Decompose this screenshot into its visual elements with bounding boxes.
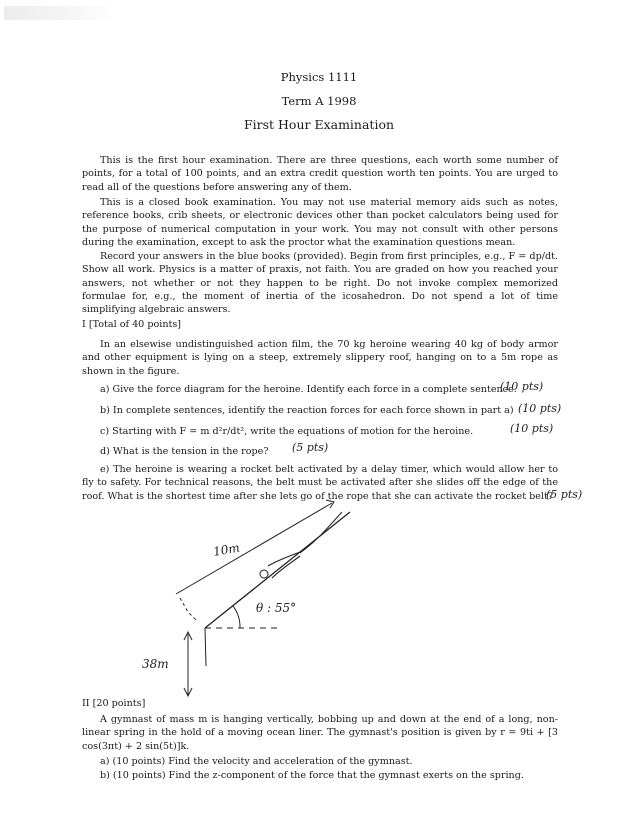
handwritten-points-b: (10 pts) (518, 402, 562, 415)
question-2-heading: II [20 points] (82, 698, 146, 709)
angle-label: θ : 55° (256, 601, 297, 615)
question-2b: b) (10 points) Find the z-component of the force that the gymnast exerts on the spring. (100, 770, 524, 781)
instructions-text-3: Record your answers in the blue books (provided). Begin from first principles, e.g., F = dp/dt. Show all work. Physics is a matter of praxis, not faith. You are graded on how you reached your answers, not whether or not they happen to be right. Do not invoke complex memorized formulae for, e.g., the moment of inertia of the icosahedron. Do not spend a lot of time simplifying algebraic answers. (82, 251, 558, 316)
handwritten-points-c: (10 pts) (510, 422, 554, 435)
angle-arc (233, 606, 240, 628)
instructions-text-2: This is a closed book examination. You may not use material memory aids such as notes, reference books, crib sheets, or electronic devices other than pocket calculators being used for the purpose of numerical computation in your work. You may not consult with other persons during the examination, except to ask the proctor what the examination questions mean. (82, 197, 558, 248)
instructions-text-1: This is the first hour examination. There are three questions, each worth some number of points, for a total of 100 points, and an extra credit question worth ten points. You are urged to read all of the questions before answering any of them. (82, 155, 558, 193)
handwritten-points-d: (5 pts) (292, 441, 329, 454)
term-label: Term A 1998 (281, 94, 357, 108)
course-title: Physics 1111 (280, 70, 358, 84)
handwritten-points-e: (5 pts) (546, 488, 583, 501)
exam-title: First Hour Examination (243, 117, 395, 132)
question-2a: a) (10 points) Find the velocity and acceleration of the gymnast. (100, 756, 413, 767)
question-1a: a) Give the force diagram for the heroine. Identify each force in a complete sentence. (100, 384, 517, 395)
height-label: 38m (142, 657, 169, 671)
question-2-intro (82, 713, 558, 753)
heroine-head (260, 570, 268, 578)
dimension-line (176, 503, 332, 594)
question-1e-text: e) The heroine is wearing a rocket belt activated by a delay timer, which would allow her to fly to safety. For technical reasons, the belt must be activated after she slides off the edge of the roof. What is the shortest time after she lets go of the rope that she can activate the rocket belt? (82, 464, 558, 502)
question-1d: d) What is the tension in the rope? (100, 446, 269, 457)
question-2-intro-text: A gymnast of mass m is hanging vertically, bobbing up and down at the end of a long, non-linear spring in the hold of a moving ocean liner. The gymnast's position is given by r = 9ti + [3 cos(3πt) + 2 sin(5t)]k. (82, 714, 558, 752)
question-1b: b) In complete sentences, identify the reaction forces for each force shown in part a) (100, 405, 514, 416)
length-label: 10m (212, 540, 241, 559)
question-1c: c) Starting with F = m d²r/dt², write the equations of motion for the heroine. (100, 426, 474, 437)
question-1-heading: I [Total of 40 points] (82, 319, 182, 330)
handwritten-points-a: (10 pts) (500, 380, 544, 393)
wall-line (205, 628, 206, 666)
question-1-intro-text: In an elsewise undistinguished action film, the 70 kg heroine wearing 40 kg of body armor and other equipment is lying on a steep, extremely slippery roof, hanging on to a 5m rope as shown in the figure. (82, 339, 558, 377)
roof-edge-dashes (180, 598, 198, 622)
